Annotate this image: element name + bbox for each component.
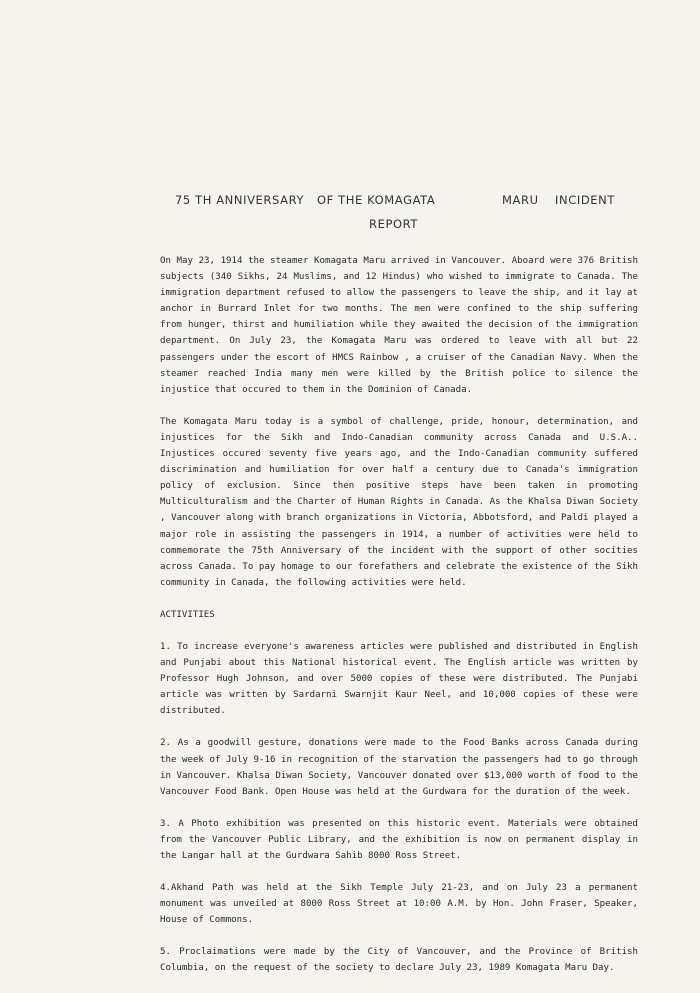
title-line-1 xyxy=(0,193,700,217)
title-report: REPORT xyxy=(369,217,419,231)
intro-paragraph: On May 23, 1914 the steamer Komagata Maru arrived in Vancouver. Aboard were 376 British subjects (340 Sikhs, 24 Muslims, and 12 Hindus) who wished to immigrate to Canada. The immigration department refused to allow the passengers to leave the ship, and it lay at anchor in Burrard Inlet for two months. The men were confined to the ship suffering from hunger, thirst and humiliation while they awaited the decision of the immigration department. On July 23, the Komagata Maru was ordered to leave with all but 22 passengers under the escort of HMCS Rainbow , a cruiser of the Canadian Navy. When the steamer reached India many men were killed by the British police to silence the injustice that occured to them in the Dominion of Canada. xyxy=(160,256,638,395)
document-title xyxy=(0,193,700,241)
activity-item-4: 4.Akhand Path was held at the Sikh Temple July 21-23, and on July 23 a permanent monument was unveiled at 8000 Ross Street at 10:00 A.M. by Hon. John Fraser, Speaker, House of Commons. xyxy=(160,883,638,926)
title-part-incident: INCIDENT xyxy=(555,193,615,207)
title-part-anniversary: 75 TH ANNIVERSARY xyxy=(175,193,305,207)
document-body xyxy=(160,253,638,993)
activities-heading: ACTIVITIES xyxy=(160,609,215,620)
activity-item-1: 1. To increase everyone's awareness articles were published and distributed in English and Punjabi about this National historical event. The English article was written by Professor Hugh Johnson, and over 5000 copies of these were distributed. The Punjabi article was written by Sardarni Swarnjit Kaur Neel, and 10,000 copies of these were distributed. xyxy=(160,641,638,717)
activity-item-2: 2. As a goodwill gesture, donations were made to the Food Banks across Canada during the week of July 9-16 in recognition of the starvation the passengers had to go through in Vancouver. Khalsa Diwan Society, Vancouver donated over $13,000 worth of food to the Vancouver Food Bank. Open House was held at the Gurdwara for the duration of the week. xyxy=(160,738,638,797)
title-part-komagata: OF THE KOMAGATA xyxy=(317,193,436,207)
activity-item-5: 5. Proclaimations were made by the City of Vancouver, and the Province of British Columbia, on the request of the society to declare July 23, 1989 Komagata Maru Day. xyxy=(160,947,638,974)
title-part-maru: MARU xyxy=(502,193,539,207)
activity-item-3: 3. A Photo exhibition was presented on this historic event. Materials were obtained from the Vancouver Public Library, and the exhibition is now on permanent display in the Langar hall at the Gurdwara Sahib 8000 Ross Street. xyxy=(160,818,638,861)
context-paragraph: The Komagata Maru today is a symbol of challenge, pride, honour, determination, and injustices for the Sikh and Indo-Canadian community across Canada and U.S.A.. Injustices occured seventy five years ago, and the Indo-Canadian community suffered discrimination and humiliation for over half a century due to Canada's immigration policy of exclusion. Since then positive steps have been taken in promoting Multiculturalism and the Charter of Human Rights in Canada. As the Khalsa Diwan Society , Vancouver along with branch organizations in Victoria, Abbotsford, and Paldi played a major role in assisting the passengers in 1914, a number of activities were held to commemorate the 75th Anniversary of the incident with the support of other socities across Canada. To pay homage to our forefathers and celebrate the existence of the Sikh community in Canada, the following activities were held. xyxy=(160,416,638,588)
title-line-2 xyxy=(0,217,700,241)
